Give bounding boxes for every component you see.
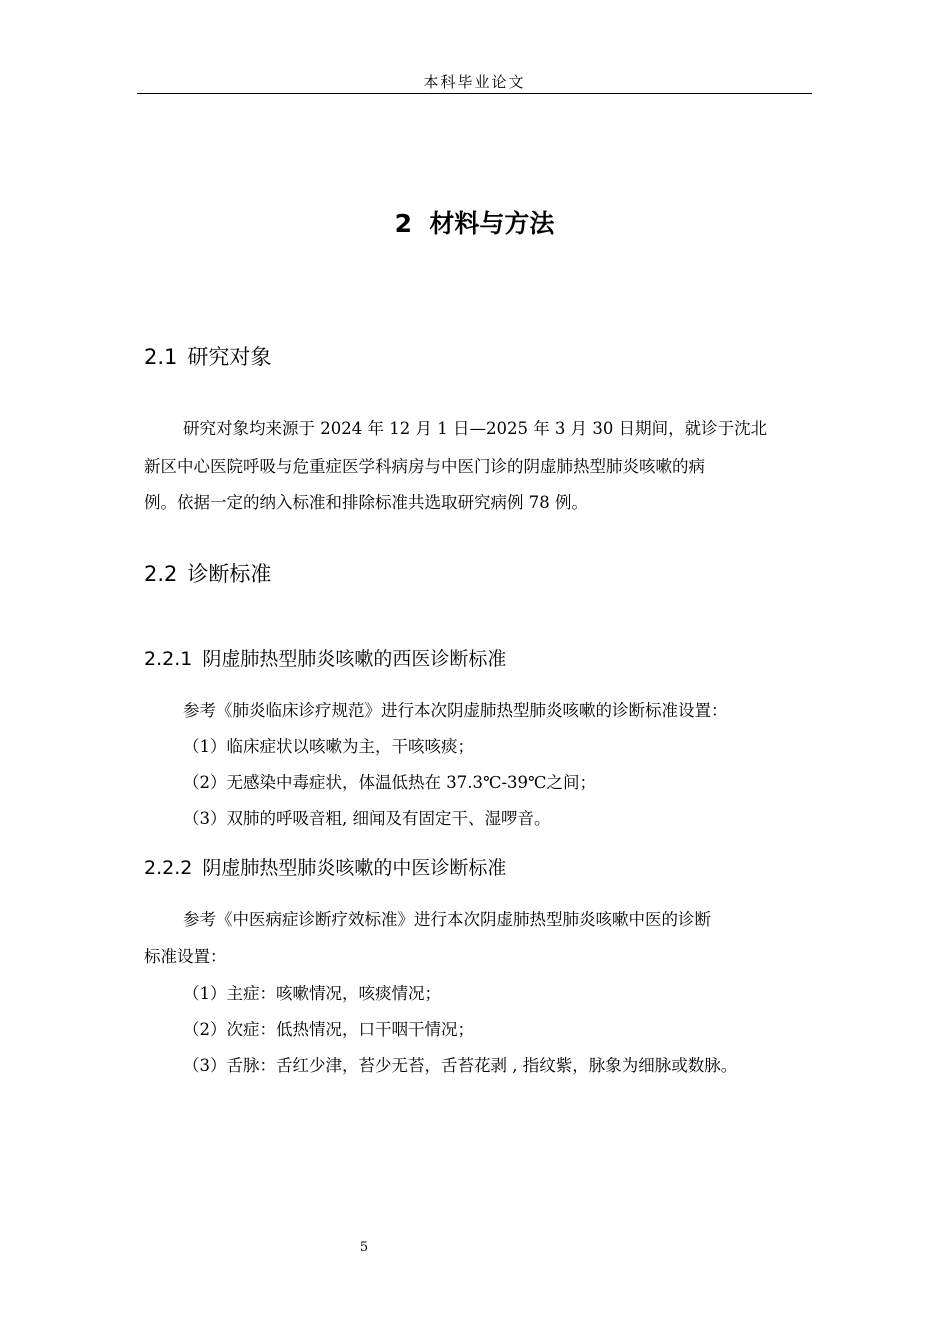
- section-title: 研究对象: [187, 345, 272, 369]
- subsection-number: 2.2.1: [144, 648, 193, 670]
- section-number: 2.2: [144, 562, 178, 586]
- paragraph-line: 参考《肺炎临床诊疗规范》进行本次阴虚肺热型肺炎咳嗽的诊断标准设置：: [183, 701, 728, 720]
- paragraph-line: 例。依据一定的纳入标准和排除标准共选取研究病例 78 例。: [144, 493, 588, 512]
- chapter-title-text: 材料与方法: [429, 209, 555, 238]
- list-item: （2）次症：低热情况，口干咽干情况；: [183, 1020, 474, 1039]
- chapter-title: [137, 204, 812, 244]
- section-heading-2-2: [144, 559, 271, 589]
- running-header: 本科毕业论文: [423, 73, 526, 91]
- list-item: （2）无感染中毒症状，体温低热在 37.3℃-39℃之间；: [183, 773, 596, 792]
- list-item: （3）双肺的呼吸音粗, 细闻及有固定干、湿啰音。: [183, 809, 551, 828]
- list-item: （1）临床症状以咳嗽为主，干咳咳痰；: [183, 737, 474, 756]
- paragraph-line: 新区中心医院呼吸与危重症医学科病房与中医门诊的阴虚肺热型肺炎咳嗽的病: [144, 457, 705, 476]
- paragraph-line: 参考《中医病症诊断疗效标准》进行本次阴虚肺热型肺炎咳嗽中医的诊断: [183, 910, 711, 929]
- subsection-number: 2.2.2: [144, 857, 193, 879]
- section-title: 诊断标准: [187, 562, 272, 586]
- section-number: 2.1: [144, 345, 178, 369]
- list-item: （1）主症：咳嗽情况，咳痰情况；: [183, 984, 441, 1003]
- subsection-heading-2-2-1: [144, 645, 506, 673]
- header-rule: [137, 93, 812, 94]
- paragraph-line: 研究对象均来源于 2024 年 12 月 1 日—2025 年 3 月 30 日期间，就诊于沈北: [183, 419, 768, 438]
- section-heading-2-1: [144, 342, 271, 372]
- subsection-title: 阴虚肺热型肺炎咳嗽的西医诊断标准: [202, 648, 507, 670]
- list-item: （3）舌脉：舌红少津，苔少无苔，舌苔花剥 , 指纹紫，脉象为细脉或数脉。: [183, 1056, 738, 1075]
- subsection-heading-2-2-2: [144, 854, 506, 882]
- paragraph-line: 标准设置：: [144, 947, 227, 966]
- chapter-number: 2: [394, 209, 412, 238]
- page-number: 5: [359, 1240, 369, 1255]
- subsection-title: 阴虚肺热型肺炎咳嗽的中医诊断标准: [202, 857, 507, 879]
